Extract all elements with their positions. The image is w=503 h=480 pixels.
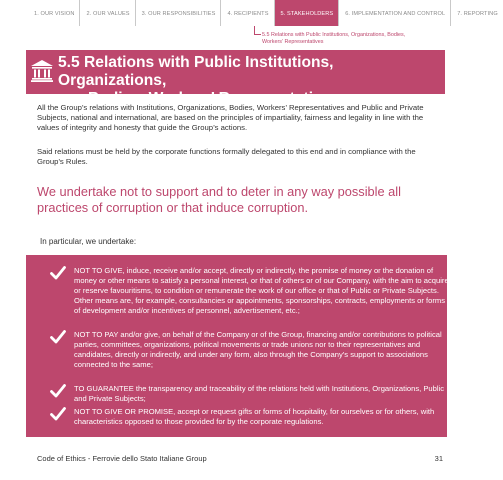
list-item-text: NOT TO GIVE OR PROMISE, accept or request gifts or forms of hospitality, for ourselves or for others, with characteristics opposed to those provided for by the corporate regulations.	[74, 407, 435, 426]
breadcrumb-line-1: 5.5 Relations with Public Institutions, Organizations, Bodies,	[262, 32, 406, 38]
page-number: 31	[434, 454, 443, 463]
undertakings-box	[26, 255, 447, 437]
breadcrumb-line-2: Workers’ Representatives	[262, 39, 324, 45]
commitment-statement: We undertake not to support and to deter in any way possible all practices of corruption or that induce corruption.	[37, 184, 401, 215]
checkmark-icon	[50, 266, 66, 280]
top-navigation	[26, 0, 498, 26]
tab-implementation-and-control[interactable]: 6. IMPLEMENTATION AND CONTROL	[338, 0, 450, 26]
checkmark-icon	[50, 384, 66, 398]
footer-document-title: Code of Ethics - Ferrovie dello Stato Italiane Group	[37, 454, 207, 463]
intro-paragraph: All the Group’s relations with Institutions, Organizations, Bodies, Workers’ Representatives and Public and Private Subjects, national and international, are based on the principles of impartiality, fairness and legality in line with the values of integrity and honesty that guide the Group’s actions.	[37, 103, 424, 132]
list-item	[74, 330, 452, 370]
list-item-text: NOT TO PAY and/or give, on behalf of the Company or of the Group, financing and/or contributions to political parties, committees, organizations, political movements or trade unions nor to their representatives and candidates, directly or indirectly, and under any form, also through the Company’s support to associations connected to the same;	[74, 330, 442, 369]
section-title-bar	[26, 50, 445, 107]
tab-stakeholders[interactable]: 5. STAKEHOLDERS	[274, 0, 339, 26]
page-title-line-1: 5.5 Relations with Public Institutions, Organizations,	[58, 54, 334, 89]
delegation-paragraph: Said relations must be held by the corporate functions formally delegated to this end and in compliance with the Group’s Rules.	[37, 147, 416, 166]
list-item	[74, 266, 452, 316]
list-item	[74, 407, 452, 427]
institution-building-icon	[29, 57, 55, 83]
tab-our-values[interactable]: 2. OUR VALUES	[79, 0, 134, 26]
breadcrumb[interactable]	[262, 32, 405, 46]
tab-our-responsibilities[interactable]: 3. OUR RESPONSIBILITIES	[135, 0, 221, 26]
breadcrumb-connector	[254, 26, 261, 35]
list-item-text: TO GUARANTEE the transparency and traceability of the relations held with Institutions, Organizations, Public and Private Subjects;	[74, 384, 445, 403]
tab-reporting[interactable]: 7. REPORTING	[450, 0, 503, 26]
tab-recipients[interactable]: 4. RECIPIENTS	[220, 0, 273, 26]
list-item	[74, 384, 452, 404]
undertakings-intro: In particular, we undertake:	[40, 237, 137, 246]
checkmark-icon	[50, 330, 66, 344]
list-item-text: NOT TO GIVE, induce, receive and/or accept, directly or indirectly, the promise of money or the donation of money or other means to satisfy a personal interest, or that of others or of our Company, with the aim to acquire or reserve favouritisms, to condition or remunerate the work of our office or that of Public or Private Subjects. Other means are, for example, consultancies or appointments, sponsorships, contracts, employments or forms of development and/or incentives of personnel, advertisement, etc.;	[74, 266, 449, 315]
checkmark-icon	[50, 407, 66, 421]
tab-our-vision[interactable]: 1. OUR VISION	[34, 11, 75, 17]
page-title-line-2: Bodies, Workers’ Representatives	[88, 90, 340, 107]
page-title	[58, 54, 445, 108]
